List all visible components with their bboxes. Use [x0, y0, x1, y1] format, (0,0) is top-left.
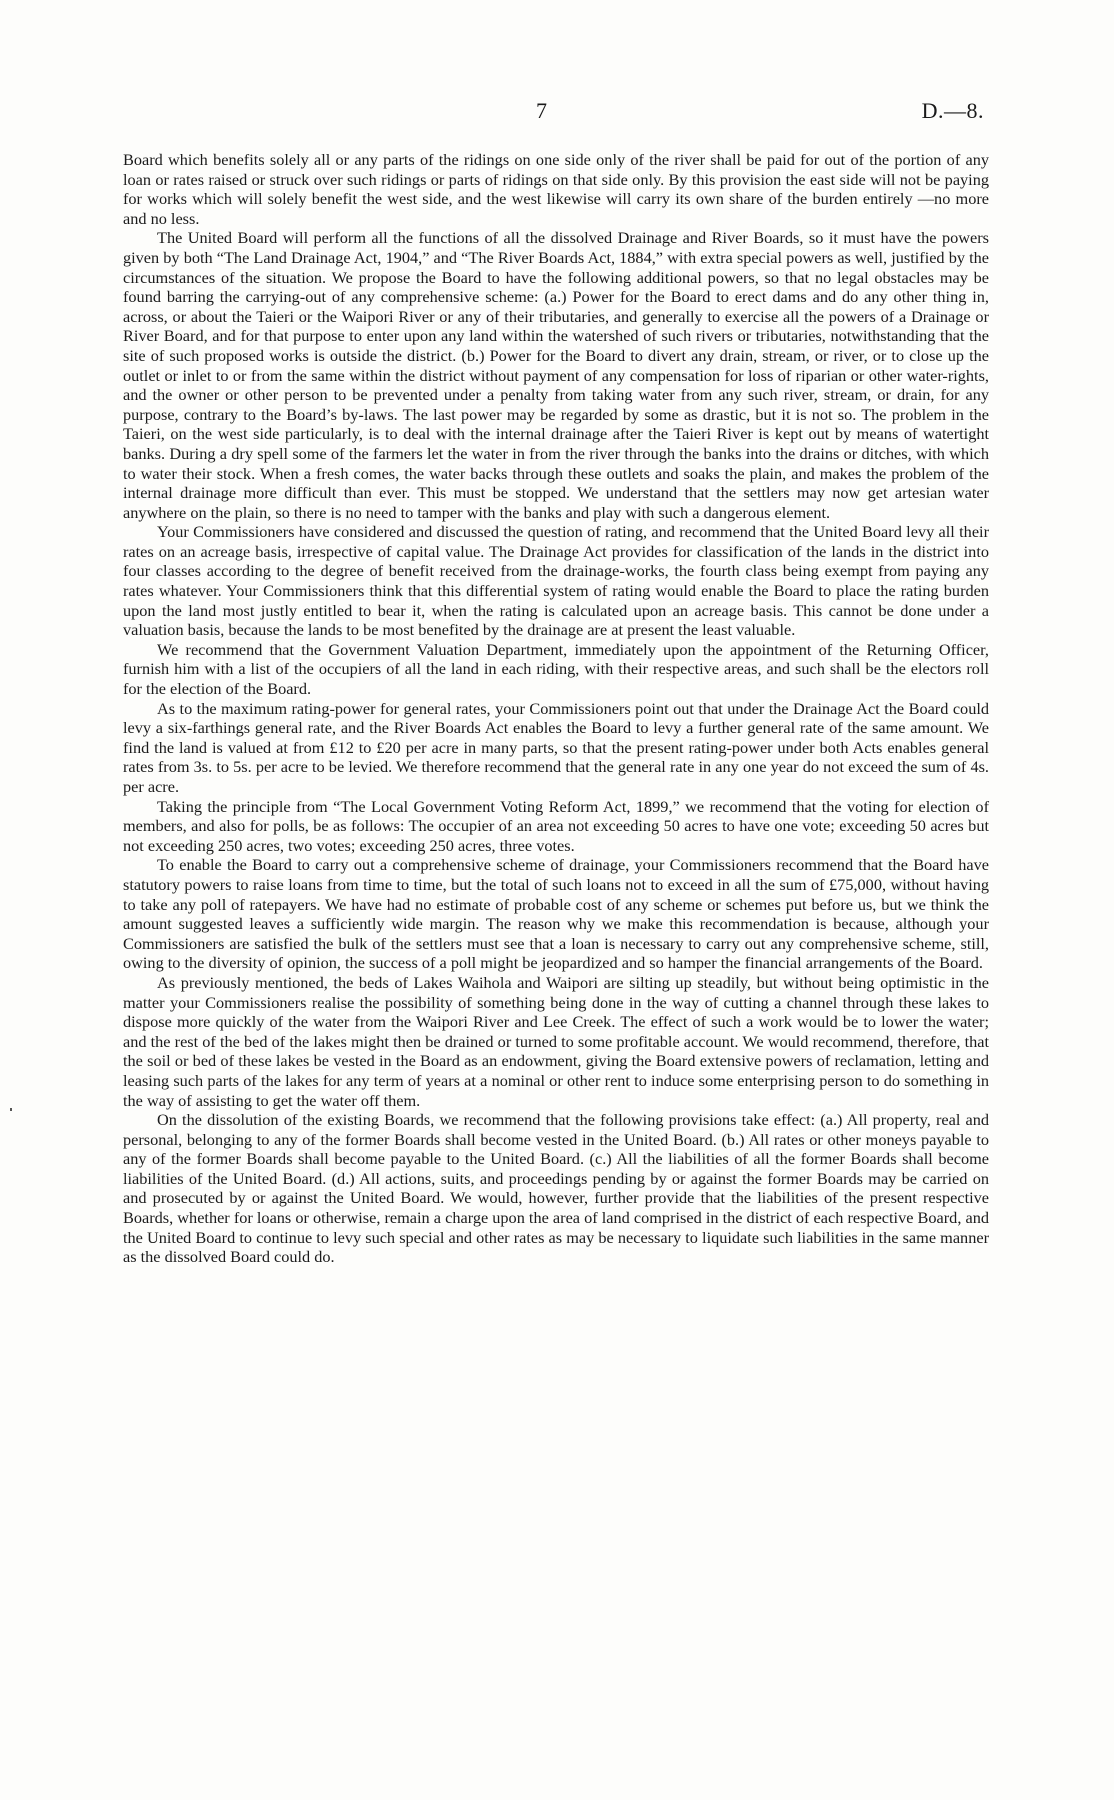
paragraph: We recommend that the Government Valuation Department, immediately upon the appointment of the Returning Officer, furnish him with a list of the occupiers of all the land in each riding, with their respective areas, and such shall be the electors roll for the election of the Board. [123, 639, 989, 699]
page-number: 7 [536, 98, 547, 123]
document-reference: D.—8. [921, 98, 984, 123]
paragraph: Board which benefits solely all or any parts of the ridings on one side only of the river shall be paid for out of the portion of any loan or rates raised or struck over such ridings or parts of ridings on that side only. By this provision the east side will not be paying for works which will solely benefit the west side, and the west likewise will carry its own share of the burden entirely —no more and no less. [123, 150, 989, 228]
paragraph: As to the maximum rating-power for general rates, your Commissioners point out that under the Drainage Act the Board could levy a six-farthings general rate, and the River Boards Act enables the Board to levy a further general rate of the same amount. We find the land is valued at from £12 to £20 per acre in many parts, so that the present rating-power under both Acts enables general rates from 3s. to 5s. per acre to be levied. We therefore recommend that the general rate in any one year do not exceed the sum of 4s. per acre. [123, 698, 989, 796]
margin-mark [10, 1108, 12, 1111]
paragraph: To enable the Board to carry out a comprehensive scheme of drainage, your Commissioners recommend that the Board have statutory powers to raise loans from time to time, but the total of such loans not to exceed in all the sum of £75,000, without having to take any poll of ratepayers. We have had no estimate of probable cost of any scheme or schemes put before us, but we think the amount suggested leaves a sufficiently wide margin. The reason why we make this recommendation is because, although your Commissioners are satisfied the bulk of the settlers must see that a loan is necessary to carry out any comprehensive scheme, still, owing to the diversity of opinion, the success of a poll might be jeopardized and so hamper the financial arrangements of the Board. [123, 855, 989, 973]
body-text [123, 150, 989, 1267]
paragraph: The United Board will perform all the functions of all the dissolved Drainage and River Boards, so it must have the powers given by both “The Land Drainage Act, 1904,” and “The River Boards Act, 1884,” with extra special powers as well, justified by the circumstances of the situation. We propose the Board to have the following additional powers, so that no legal obstacles may be found barring the carrying-out of any comprehensive scheme: (a.) Power for the Board to erect dams and do any other thing in, across, or about the Taieri or the Waipori River or any of their tributaries, and generally to exercise all the powers of a Drainage or River Board, and for that purpose to enter upon any land within the watershed of such rivers or tributaries, notwithstanding that the site of such proposed works is outside the district. (b.) Power for the Board to divert any drain, stream, or river, or to close up the outlet or inlet to or from the same within the district without payment of any compensation for loss of riparian or other water-rights, and the owner or other person to be prevented under a penalty from taking water from any such river, stream, or drain, for any purpose, contrary to the Board’s by-laws. The last power may be regarded by some as drastic, but it is not so. The problem in the Taieri, on the west side particularly, is to deal with the internal drainage after the Taieri River is kept out by means of watertight banks. During a dry spell some of the farmers let the water in from the river through the banks into the drains or ditches, with which to water their stock. When a fresh comes, the water backs through these outlets and soaks the plain, and makes the problem of the internal drainage more difficult than ever. This must be stopped. We understand that the settlers may now get artesian water anywhere on the plain, so there is no need to tamper with the banks and play with such a dangerous element. [123, 228, 989, 522]
paragraph: Taking the principle from “The Local Government Voting Reform Act, 1899,” we recommend that the voting for election of members, and also for polls, be as follows: The occupier of an area not exceeding 50 acres to have one vote; exceeding 50 acres but not exceeding 250 acres, two votes; exceeding 250 acres, three votes. [123, 796, 989, 855]
paragraph: On the dissolution of the existing Boards, we recommend that the following provisions take effect: (a.) All property, real and personal, belonging to any of the former Boards shall become vested in the United Board. (b.) All rates or other moneys payable to any of the former Boards shall become payable to the United Board. (c.) All the liabilities of all the former Boards shall become liabilities of the United Board. (d.) All actions, suits, and proceedings pending by or against the former Boards may be carried on and prosecuted by or against the United Board. We would, however, further provide that the liabilities of the present respective Boards, whether for loans or otherwise, remain a charge upon the area of land comprised in the district of each respective Board, and the United Board to continue to levy such special and other rates as may be necessary to liquidate such liabilities in the same manner as the dissolved Board could do. [123, 1110, 989, 1267]
paragraph: As previously mentioned, the beds of Lakes Waihola and Waipori are silting up steadily, but without being optimistic in the matter your Commissioners realise the possibility of something being done in the way of cutting a channel through these lakes to dispose more quickly of the water from the Waipori River and Lee Creek. The effect of such a work would be to lower the water; and the rest of the bed of the lakes might then be drained or turned to some profitable account. We would recommend, therefore, that the soil or bed of these lakes be vested in the Board as an endowment, giving the Board extensive powers of reclamation, letting and leasing such parts of the lakes for any term of years at a nominal or other rent to induce some enterprising person to do something in the way of assisting to get the water off them. [123, 972, 989, 1110]
paragraph: Your Commissioners have considered and discussed the question of rating, and recommend that the United Board levy all their rates on an acreage basis, irrespective of capital value. The Drainage Act provides for classification of the lands in the district into four classes according to the degree of benefit received from the drainage-works, the fourth class being exempt from paying any rates whatever. Your Commissioners think that this differential system of rating would enable the Board to place the rating burden upon the land most justly entitled to bear it, when the rating is calculated upon an acreage basis. This cannot be done under a valuation basis, because the lands to be most benefited by the drainage are at present the least valuable. [123, 522, 989, 640]
